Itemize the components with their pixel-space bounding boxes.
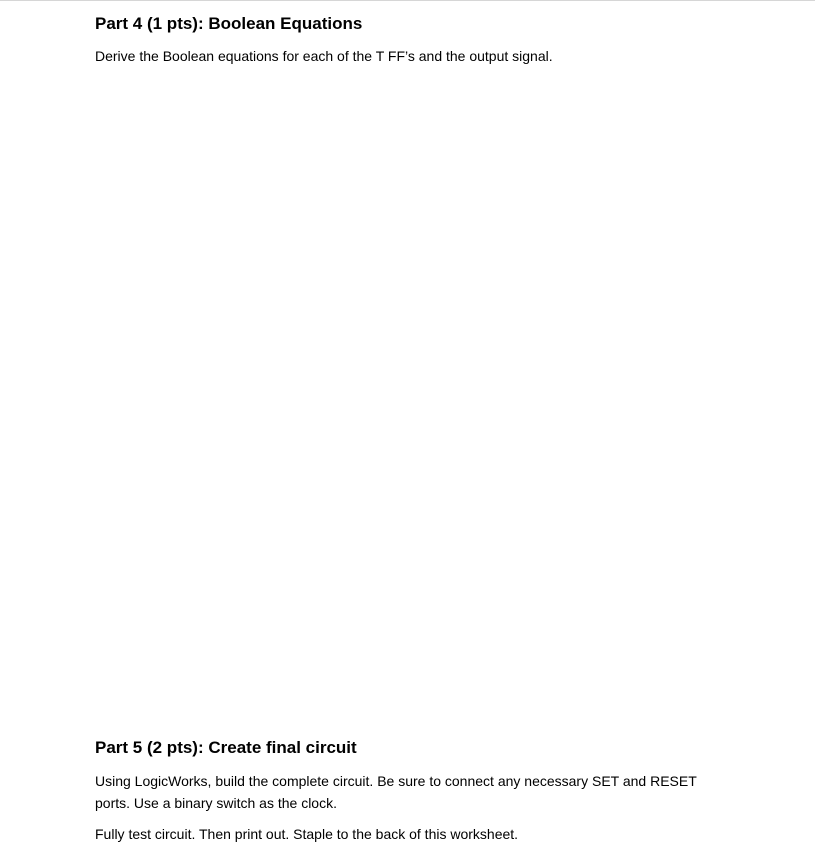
part4-instruction: Derive the Boolean equations for each of the T FF’s and the output signal. — [95, 48, 553, 64]
part5-test-instruction: Fully test circuit. Then print out. Staple to the back of this worksheet. — [95, 826, 519, 842]
page-top-border — [0, 0, 815, 1]
part5-instruction: Using LogicWorks, build the complete circuit. Be sure to connect any necessary SET and RESET ports. Use a binary switch as the clock. — [95, 773, 697, 811]
part4-heading: Part 4 (1 pts): Boolean Equations — [95, 14, 363, 33]
part5-heading: Part 5 (2 pts): Create final circuit — [95, 738, 357, 757]
